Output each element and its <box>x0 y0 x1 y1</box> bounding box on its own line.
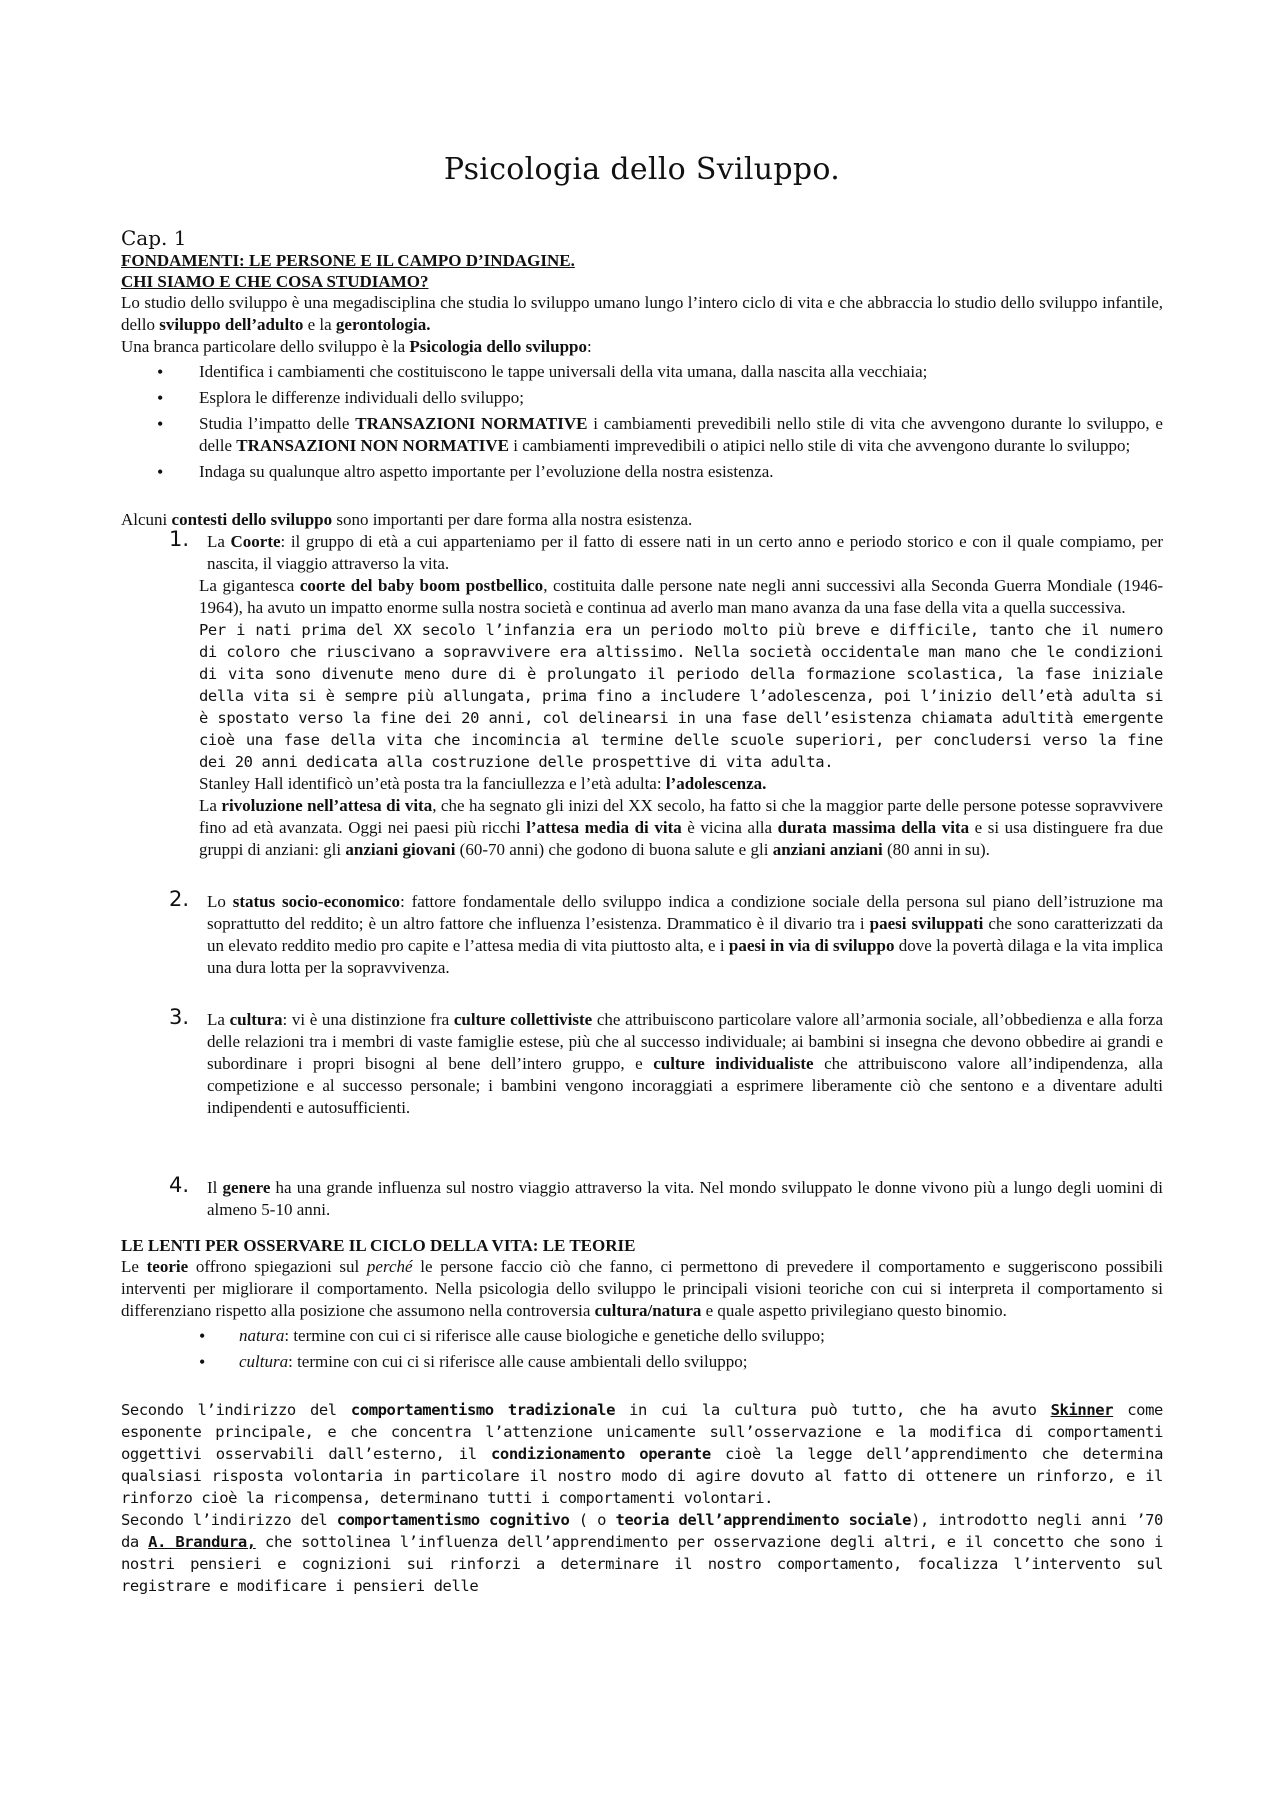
list-item: • Identifica i cambiamenti che costituiscono le tappe universali della vita umana, dalla nascita alla vecchiaia; <box>121 361 1163 383</box>
item-number: 2. <box>169 887 190 911</box>
list-item: • Studia l’impatto delle TRANSAZIONI NORMATIVE i cambiamenti prevedibili nello stile di vita che avvengono durante lo sviluppo, e delle TRANSAZIONI NON NORMATIVE i cambiamenti imprevedibili o atipici nello stile di vita che avvengono durante lo sviluppo; <box>121 413 1163 457</box>
aims-list <box>121 361 1163 483</box>
item-number: 3. <box>169 1005 190 1029</box>
coorte-rivoluzione: La rivoluzione nell’attesa di vita, che ha segnato gli inizi del XX secolo, ha fatto si che la maggior parte delle persone potesse sopravvivere fino ad età avanzata. Oggi nei paesi più ricchi l’attesa media di vita è vicina alla durata massima della vita e si usa distinguere fra due gruppi di anziani: gli anziani giovani (60-70 anni) che godono di buona salute e gli anziani anziani (80 anni in su). <box>199 796 1163 859</box>
list-item: • Esplora le differenze individuali dello sviluppo; <box>121 387 1163 409</box>
context-item-genere: 4. Il genere ha una grande influenza sul nostro viaggio attraverso la vita. Nel mondo sviluppato le donne vivono più a lungo degli uomini di almeno 5-10 anni. <box>169 1173 1163 1219</box>
intro-paragraph: Lo studio dello sviluppo è una megadisciplina che studia lo sviluppo umano lungo l’intero ciclo di vita e che abbraccia lo studio dello sviluppo infantile, dello sviluppo dell’adulto e la gerontologia. <box>121 293 1163 334</box>
contexts-intro: Alcuni contesti dello sviluppo sono importanti per dare forma alla nostra esistenza. <box>121 510 693 529</box>
heading-fondamenti: FONDAMENTI: LE PERSONE E IL CAMPO D’INDAGINE. <box>121 251 575 270</box>
chapter-label: Cap. 1 <box>121 226 187 250</box>
item-number: 4. <box>169 1173 190 1197</box>
list-item: • natura: termine con cui ci si riferisce alle cause biologiche e genetiche dello sviluppo; <box>121 1325 1163 1347</box>
context-item-cultura: 3. La cultura: vi è una distinzione fra culture collettiviste che attribuiscono particolare valore all’armonia sociale, all’obbedienza e alla forza delle relazioni tra i membri di vaste famiglie estese, più che al successo individuale; ai bambini si insegna che devono obbedire ai grandi e subordinare i propri bisogni al bene dell’intero gruppo, e culture individualiste che attribuiscono valore all’indipendenza, alla competizione e al successo personale; i bambini vengono incoraggiati a esprimere liberamente ciò che sentono e a diventare adulti indipendenti e autosufficienti. <box>169 1005 1163 1117</box>
document-body <box>121 150 1163 1597</box>
coorte-baby-boom: La gigantesca coorte del baby boom postbellico, costituita dalle persone nate negli anni successivi alla Seconda Guerra Mondiale (1946-1964), ha avuto un impatto enorme sulla nostra società e continua ad averlo man mano avanza da una fase della vita a quella successiva. <box>199 576 1163 617</box>
behaviorism-section <box>121 1399 1163 1597</box>
list-item: • cultura: termine con cui ci si riferisce alle cause ambientali dello sviluppo; <box>121 1351 1163 1373</box>
theories-paragraph: Le teorie offrono spiegazioni sul perché le persone faccio ciò che fanno, ci permettono di prevedere il comportamento e suggeriscono possibili interventi per migliorare il comportamento. Nella psicologia dello sviluppo le principali visioni teoriche con cui si interpreta il comportamento si differenziano rispetto alla posizione che assumono nella controversia cultura/natura e quale aspetto privilegiano questo binomio. <box>121 1257 1163 1320</box>
nature-culture-list <box>121 1325 1163 1373</box>
context-item-status: 2. Lo status socio-economico: fattore fondamentale dello sviluppo indica a condizione sociale della persona sul piano dell’istruzione ma soprattutto del reddito; è un altro fattore che influenza l’esistenza. Drammatico è il divario tra i paesi sviluppati che sono caratterizzati da un elevato reddito medio pro capite e l’attesa media di vita piuttosto alta, e i paesi in via di sviluppo dove la povertà dilaga e la vita implica una dura lotta per la sopravvivenza. <box>169 887 1164 977</box>
item-number: 1. <box>169 527 190 551</box>
intro-branch-line: Una branca particolare dello sviluppo è la Psicologia dello sviluppo: <box>121 337 592 356</box>
heading-teorie: LE LENTI PER OSSERVARE IL CICLO DELLA VITA: LE TEORIE <box>121 1236 636 1255</box>
behaviorism-cognitive: Secondo l’indirizzo del comportamentismo cognitivo ( o teoria dell’apprendimento sociale), introdotto negli anni ’70 da A. Brandura, che sottolinea l’influenza dell’apprendimento per osservazione degli altri, e il concetto che sono i nostri pensieri e cognizioni sui rinforzi a determinare il nostro comportamento, focalizza l’intervento sul registrare e modificare i pensieri delle <box>121 1511 1163 1595</box>
page-title: Psicologia dello Sviluppo. <box>443 152 841 187</box>
coorte-hall: Stanley Hall identificò un’età posta tra la fanciullezza e l’età adulta: l’adolescenza. <box>199 774 767 793</box>
coorte-infanzia: Per i nati prima del XX secolo l’infanzia era un periodo molto più breve e difficile, tanto che il numero di coloro che riuscivano a sopravvivere era altissimo. Nella società occidentale man mano che le condizioni di vita sono divenute meno dure di è prolungato il periodo della formazione scolastica, la fase iniziale della vita si è sempre più allungata, prima fino a includere l’adolescenza, poi l’inizio dell’età adulta si è spostato verso la fine dei 20 anni, col delinearsi in una fase dell’esistenza chiamata adultità emergente cioè una fase della vita che incomincia al termine delle scuole superiori, per concludersi verso la fine dei 20 anni dedicata alla costruzione delle prospettive di vita adulta. <box>199 621 1163 771</box>
list-item: • Indaga su qualunque altro aspetto importante per l’evoluzione della nostra esistenza. <box>121 461 1163 483</box>
context-item-coorte: 1. La Coorte: il gruppo di età a cui apparteniamo per il fatto di essere nati in un certo anno e periodo storico e con il quale compiamo, per nascita, il viaggio attraverso la vita. <box>169 527 1163 573</box>
behaviorism-traditional: Secondo l’indirizzo del comportamentismo tradizionale in cui la cultura può tutto, che ha avuto Skinner come esponente principale, e che concentra l’attenzione unicamente sull’osservazione e la modifica di comportamenti oggettivi osservabili dall’esterno, il condizionamento operante cioè la legge dell’apprendimento che determina qualsiasi risposta volontaria in particolare il nostro modo di agire dovuto al fatto di ottenere un rinforzo, e il rinforzo cioè la ricompensa, determinano tutti i comportamenti volontari. <box>121 1401 1164 1507</box>
heading-chi-siamo: CHI SIAMO E CHE COSA STUDIAMO? <box>121 272 429 291</box>
